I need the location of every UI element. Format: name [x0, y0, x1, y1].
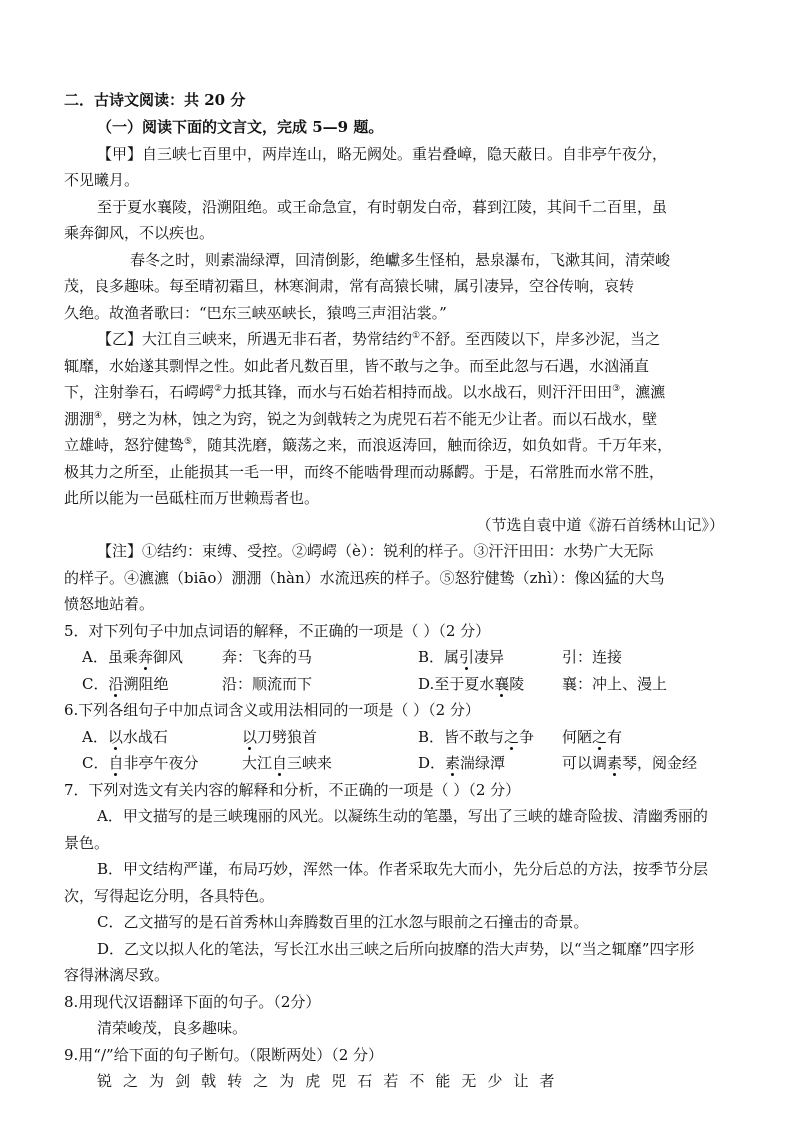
footnote-marker: ⑤	[184, 437, 193, 447]
q6-option-b-text: 争	[519, 728, 535, 746]
passage-b-text: 不舒。至西陵以下，岸多沙泥，当之	[420, 330, 661, 348]
section-title: 二．古诗文阅读：共 20 分	[64, 91, 246, 109]
q7-option-a-cont: 景色。	[64, 834, 110, 852]
q8-sentence: 清荣峻茂，良多趣味。	[97, 1019, 248, 1037]
q5-option-c-explanation: 沿：顺流而下	[222, 675, 313, 693]
q6-option-d-pair-text: 可以调	[562, 754, 608, 772]
footnote-marker: ③	[612, 384, 621, 394]
dotted-word: 素	[445, 754, 461, 772]
passage-a-line: 久绝。故渔者歌曰：“巴东三峡巫峡长，猿鸣三声泪沾裳。”	[64, 304, 447, 322]
q5-option-d-label: D.至于夏水	[418, 675, 495, 693]
q6-option-c-text: 非亭午夜分	[123, 754, 199, 772]
q5-option-b-explanation: 引：连接	[562, 648, 623, 666]
dotted-word: 奔	[137, 648, 153, 666]
q7-option-b-cont: 次，写得起讫分明，各具特色。	[64, 887, 275, 905]
q6-option-d-pair	[562, 753, 697, 773]
notes-line: 愤怒地站着。	[64, 595, 155, 613]
passage-a-line: 至于夏水襄陵，沿溯阻绝。或王命急宣，有时朝发白帝，暮到江陵，其间千二百里，虽	[97, 198, 668, 216]
footnote-marker: ②	[214, 384, 223, 394]
passage-b-text: ，劈之为林，蚀之为窍，锐之为剑戟转之为虎兕石若不能无少让者。而以石战水，壁	[102, 410, 658, 428]
q6-option-b-pair-text: 有	[607, 728, 623, 746]
q5-option-a-label: A．虽乘	[82, 648, 138, 666]
q6-option-d-label: D．	[418, 754, 446, 772]
notes-line: 的样子。④瀌瀌（biāo）淜淜（hàn）水流迅疾的样子。⑤怒狞健鸷（zhì）：像凶猛的大鸟	[64, 569, 665, 587]
passage-b-text: 下，注射拳石，石崿崿	[64, 383, 215, 401]
section-subtitle: （一）阅读下面的文言文，完成 5—9 题。	[97, 118, 384, 136]
passage-a-line: 春冬之时，则素湍绿潭，回清倒影，绝巘多生怪柏，悬泉瀑布，飞漱其间，清荣峻	[130, 251, 671, 269]
dotted-word: 之	[504, 728, 520, 746]
q7-option-d-cont: 容得淋漓尽致。	[64, 966, 170, 984]
footnote-marker: ④	[94, 411, 103, 421]
question-6-stem: 6.下列各组句子中加点词含义或用法相同的一项是（ ）（2 分）	[64, 701, 480, 719]
q7-option-d[interactable]: D．乙文以拟人化的笔法，写长江水出三峡之后所向披靡的浩大声势，以“当之辄靡”四字形	[97, 940, 695, 958]
dotted-word: 自	[108, 754, 124, 772]
passage-b-text: 淜淜	[64, 410, 95, 428]
dotted-word: 之	[592, 728, 608, 746]
q5-option-a-explanation: 奔：飞奔的马	[222, 648, 313, 666]
q5-option-c-text: 溯阻绝	[123, 675, 169, 693]
q5-option-a[interactable]	[82, 647, 183, 667]
q5-option-d-explanation: 襄：冲上、漫上	[562, 675, 668, 693]
question-9-stem: 9.用“/”给下面的句子断句。（限断两处）（2 分）	[64, 1046, 384, 1064]
passage-source: （节选自袁中道《游石首绣林山记》）	[476, 516, 724, 534]
passage-b-text: 【乙】大江自三峡来，所遇无非石者，势常结约	[97, 330, 413, 348]
passage-b-line	[64, 382, 736, 402]
q6-option-b[interactable]	[418, 727, 534, 747]
q7-option-c[interactable]: C．乙文描写的是石首秀林山奔腾数百里的江水忽与眼前之石撞击的奇景。	[97, 913, 589, 931]
question-7-stem: 7．下列对选文有关内容的解释和分析，不正确的一项是（ ）（2 分）	[64, 781, 521, 799]
passage-b-line: 辄靡，水始遂其剽悍之性。如此者凡数百里，皆不敢与之争。而至此忽与石遇，水汹涌直	[64, 357, 650, 375]
dotted-word: 引	[459, 648, 475, 666]
q6-option-a[interactable]	[82, 727, 168, 747]
passage-b-text: ，瀌瀌	[620, 383, 666, 401]
q7-option-a[interactable]: A．甲文描写的是三峡瑰丽的风光。以凝练生动的笔墨，写出了三峡的雄奇险拔、清幽秀丽的	[97, 807, 708, 825]
q6-option-c-pair-text: 三峡来	[287, 754, 333, 772]
question-5-stem: 5．对下列句子中加点词语的解释，不正确的一项是（ ）（2 分）	[64, 622, 491, 640]
q6-option-b-pair-text: 何陋	[562, 728, 593, 746]
q5-option-a-text: 御风	[152, 648, 183, 666]
dotted-word: 以	[242, 728, 258, 746]
q5-option-b-label: B．属	[418, 648, 460, 666]
passage-a-line: 乘奔御风，不以疾也。	[64, 224, 215, 242]
q7-option-b[interactable]: B．甲文结构严谨，布局巧妙，浑然一体。作者采取先大而小，先分后总的方法，按季节分层	[97, 860, 709, 878]
passage-b-text: ，随其洗磨，簸荡之来，而浪返涛回，触而徐迈，如负如背。千万年来，	[192, 436, 673, 454]
q6-option-a-pair-text: 刀劈狼首	[257, 728, 318, 746]
dotted-word: 自	[272, 754, 288, 772]
q6-option-c[interactable]	[82, 753, 199, 773]
passage-b-line	[97, 329, 769, 349]
passage-b-line: 极其力之所至，止能损其一毛一甲，而终不能啮骨理而动縣齶。于是，石常胜而水常不胜，	[64, 463, 665, 481]
passage-a-line: 茂，良多趣味。每至晴初霜旦，林寒涧肃，常有高猿长啸，属引凄异，空谷传响，哀转	[64, 277, 635, 295]
q6-option-c-pair-text: 大江	[242, 754, 273, 772]
q5-option-b-text: 凄异	[474, 648, 505, 666]
q5-option-c[interactable]	[82, 674, 169, 694]
footnote-marker: ①	[412, 331, 421, 341]
q6-option-a-text: 水战石	[122, 728, 168, 746]
q6-option-b-label: B．皆不敢与	[418, 728, 505, 746]
q9-sentence: 锐 之 为 剑 戟 转 之 为 虎 兕 石 若 不 能 无 少 让 者	[97, 1072, 556, 1090]
q6-option-d[interactable]	[418, 753, 505, 773]
question-8-stem: 8.用现代汉语翻译下面的句子。（2分）	[64, 993, 321, 1011]
dotted-word: 襄	[494, 675, 510, 693]
q6-option-c-pair	[242, 753, 332, 773]
dotted-word: 以	[107, 728, 123, 746]
passage-b-line	[64, 409, 736, 429]
q5-option-b[interactable]	[418, 647, 504, 667]
q6-option-d-pair-text: 琴，阅金经	[622, 754, 698, 772]
passage-a-line: 【甲】自三峡七百里中，两岸连山，略无阙处。重岩叠嶂，隐天蔽日。自非亭午夜分，	[97, 145, 668, 163]
q6-option-b-pair	[562, 727, 622, 747]
q6-option-a-label: A．	[82, 728, 108, 746]
q5-option-d[interactable]	[418, 674, 524, 694]
q6-option-a-pair	[242, 727, 317, 747]
q6-option-d-text: 湍绿潭	[460, 754, 506, 772]
notes-line: 【注】①结约：束缚、受控。②崿崿（è）：锐利的样子。③汗汗田田：水势广大无际	[97, 542, 654, 560]
passage-b-line: 此所以能为一邑砥柱而万世赖焉者也。	[64, 489, 320, 507]
q6-option-c-label: C．	[82, 754, 109, 772]
passage-a-line: 不见曦月。	[64, 171, 140, 189]
passage-b-line	[64, 435, 736, 455]
passage-b-text: 力抵其锋，而水与石始若相持而战。以水战石，则汗汗田田	[222, 383, 613, 401]
q5-option-c-label: C．	[82, 675, 109, 693]
dotted-word: 沿	[108, 675, 124, 693]
q5-option-d-text: 陵	[509, 675, 525, 693]
passage-b-text: 立雄峙，怒狞健鸷	[64, 436, 185, 454]
dotted-word: 素	[607, 754, 623, 772]
